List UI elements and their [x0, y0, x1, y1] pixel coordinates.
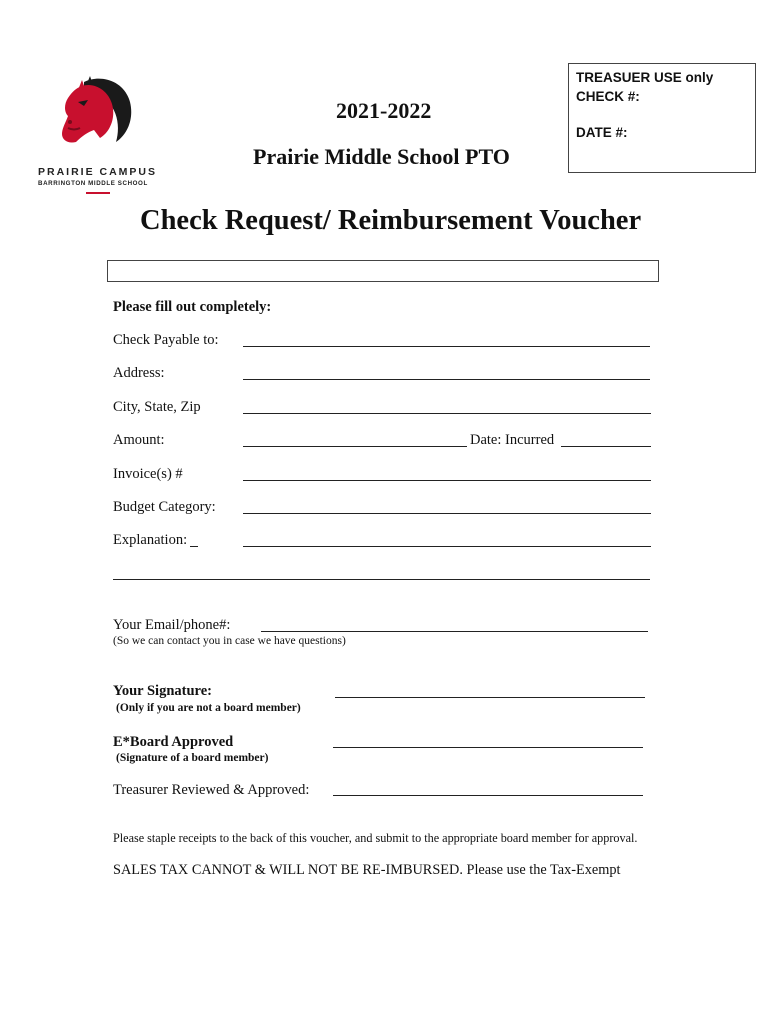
email-phone-note: (So we can contact you in case we have questions) — [113, 635, 346, 647]
budget-category-label: Budget Category: — [113, 499, 216, 515]
invoice-label: Invoice(s) # — [113, 466, 183, 482]
eboard-approved-note: (Signature of a board member) — [116, 752, 269, 764]
amount-label: Amount: — [113, 432, 165, 448]
logo-name: PRAIRIE CAMPUS — [38, 166, 158, 178]
your-signature-label: Your Signature: — [113, 683, 212, 699]
explanation-line-2[interactable] — [113, 579, 650, 580]
check-number-label: CHECK #: — [576, 89, 640, 104]
email-phone-line[interactable] — [261, 631, 648, 632]
city-state-zip-label: City, State, Zip — [113, 399, 201, 415]
your-signature-line[interactable] — [335, 697, 645, 698]
date-incurred-line[interactable] — [561, 446, 651, 447]
check-payable-line[interactable] — [243, 346, 650, 347]
budget-category-line[interactable] — [243, 513, 651, 514]
city-state-zip-line[interactable] — [243, 413, 651, 414]
treasurer-approved-label: Treasurer Reviewed & Approved: — [113, 782, 310, 798]
date-incurred-label: Date: Incurred — [470, 432, 555, 448]
instructions: Please fill out completely: — [113, 299, 272, 315]
logo-subtitle: BARRINGTON MIDDLE SCHOOL — [38, 180, 148, 187]
school-logo — [38, 72, 158, 197]
address-label: Address: — [113, 365, 165, 381]
treasurer-approved-line[interactable] — [333, 795, 643, 796]
logo-rule — [86, 192, 110, 194]
explanation-short-line — [190, 546, 198, 547]
school-year: 2021-2022 — [336, 98, 432, 123]
explanation-line[interactable] — [243, 546, 651, 547]
sales-tax-notice: SALES TAX CANNOT & WILL NOT BE RE-IMBURSED. Please use the Tax-Exempt — [113, 862, 621, 878]
check-payable-label: Check Payable to: — [113, 332, 219, 348]
school-name: Prairie Middle School PTO — [253, 144, 510, 169]
email-phone-label: Your Email/phone#: — [113, 617, 231, 633]
staple-instructions: Please staple receipts to the back of this voucher, and submit to the appropriate board member for approval. — [113, 831, 638, 845]
treasurer-use-box — [568, 63, 756, 173]
date-number-label: DATE #: — [576, 125, 628, 140]
eboard-approved-line[interactable] — [333, 747, 643, 748]
address-line[interactable] — [243, 379, 650, 380]
invoice-line[interactable] — [243, 480, 651, 481]
blank-input-box[interactable] — [107, 260, 659, 282]
form-title: Check Request/ Reimbursement Voucher — [140, 205, 642, 236]
your-signature-note: (Only if you are not a board member) — [116, 702, 301, 714]
explanation-label: Explanation: — [113, 532, 188, 548]
eboard-approved-label: E*Board Approved — [113, 734, 234, 750]
treasurer-use-label: TREASUER USE only — [576, 70, 714, 85]
mustang-logo-icon — [38, 72, 158, 162]
amount-line[interactable] — [243, 446, 467, 447]
